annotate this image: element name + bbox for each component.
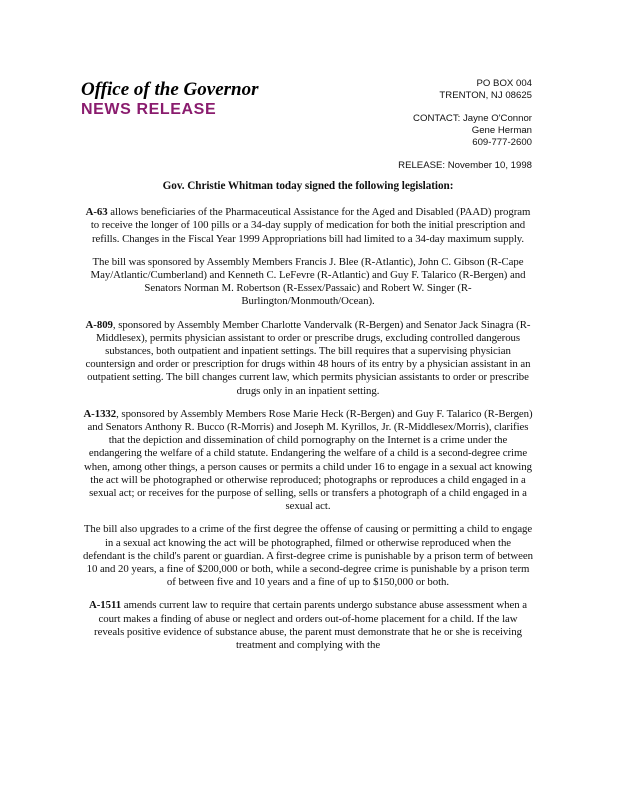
contact-block (398, 78, 532, 172)
lead-statement: Gov. Christie Whitman today signed the following legislation: (162, 180, 454, 192)
contact-line: Gene Herman (471, 125, 532, 136)
release-body (83, 180, 533, 662)
news-release-heading: NEWS RELEASE (81, 101, 217, 118)
paragraph-a1332 (83, 408, 533, 514)
paragraph-text: , sponsored by Assembly Members Rose Marie Heck (R-Bergen) and Guy F. Talarico (R-Bergen) and Senators Anthony R. Bucco (R-Morris) and Joseph M. Kyrillos, Jr. (R-Middlesex/Morris), clarifies that the depiction and dissemination of child pornography on the Internet is a crime under the endangering the welfare of a child statute. Endangering the welfare of a child is a second-degree crime when, among other things, a person causes or permits a child under 16 to engage in a sexual act knowing the act will be photographed or otherwise reproduced; photographs or reproduces a child engaged in a sexual act; or receives for the purpose of selling, sells or transfers a photograph of a child engaged in a sexual act. (84, 407, 533, 513)
contact-phone: 609-777-2600 (472, 137, 532, 148)
paragraph-a63-sponsors (83, 256, 533, 309)
bill-number: A-1511 (89, 599, 122, 612)
release-date: RELEASE: November 10, 1998 (398, 160, 532, 171)
paragraph-a63 (83, 206, 533, 246)
paragraph-text: amends current law to require that certain parents undergo substance abuse assessment when a court makes a finding of abuse or neglect and orders out-of-home placement for a child. If the law reveals positive evidence of substance abuse, the parent must demonstrate that he or she is receiving treatment and complying with the (94, 599, 527, 652)
paragraph-a1511 (83, 599, 533, 652)
office-title: Office of the Governor (81, 79, 259, 100)
paragraph-text: The bill was sponsored by Assembly Members Francis J. Blee (R-Atlantic), John C. Gibson (R-Cape May/Atlantic/Cumberland) and Kenneth C. LeFevre (R-Atlantic) and Guy F. Talarico (R-Bergen) and Senators Norman M. Robertson (R-Essex/Passaic) and Robert W. Singer (R-Burlington/Monmouth/Ocean). (90, 255, 526, 308)
letterhead (81, 80, 258, 120)
contact-info (398, 113, 532, 149)
paragraph-text: , sponsored by Assembly Member Charlotte Vandervalk (R-Bergen) and Senator Jack Sinagra (R-Middlesex), permits physician assistant to order or prescribe drugs, excluding controlled dangerous substances, both outpatient and inpatient settings. The bill requires that a supervising physician countersign and order or prescription for drugs within 48 hours of its entry by a physician assistant in an outpatient setting. The bill changes current law, which permits physician assistants to order or prescribe drugs only in an inpatient setting. (85, 318, 531, 397)
paragraph-a809 (83, 319, 533, 398)
paragraph-text: allows beneficiaries of the Pharmaceutical Assistance for the Aged and Disabled (PAAD) program to receive the longer of 100 pills or a 34-day supply of medication for both the initial prescription and refills. Changes in the Fiscal Year 1999 Appropriations bill had limited to a 34-day maximum supply. (90, 206, 531, 245)
mailing-address (398, 78, 532, 102)
release-date-block (398, 160, 532, 172)
bill-number: A-1332 (83, 407, 117, 420)
contact-line: CONTACT: Jayne O'Connor (413, 113, 532, 124)
address-line: TRENTON, NJ 08625 (439, 90, 532, 101)
paragraph-text: The bill also upgrades to a crime of the first degree the offense of causing or permitting a child to engage in a sexual act knowing the act will be photographed, filmed or otherwise reproduced when the defendant is the child's parent or guardian. A first-degree crime is punishable by a prison term of between 10 and 20 years, a fine of $200,000 or both, while a second-degree crime is punishable by a prison term of between five and 10 years and a fine of up to $150,000 or both. (83, 523, 533, 589)
address-line: PO BOX 004 (476, 78, 532, 89)
bill-number: A-809 (85, 318, 113, 331)
bill-number: A-63 (85, 206, 108, 219)
paragraph-a1332-upgrade (83, 523, 533, 589)
